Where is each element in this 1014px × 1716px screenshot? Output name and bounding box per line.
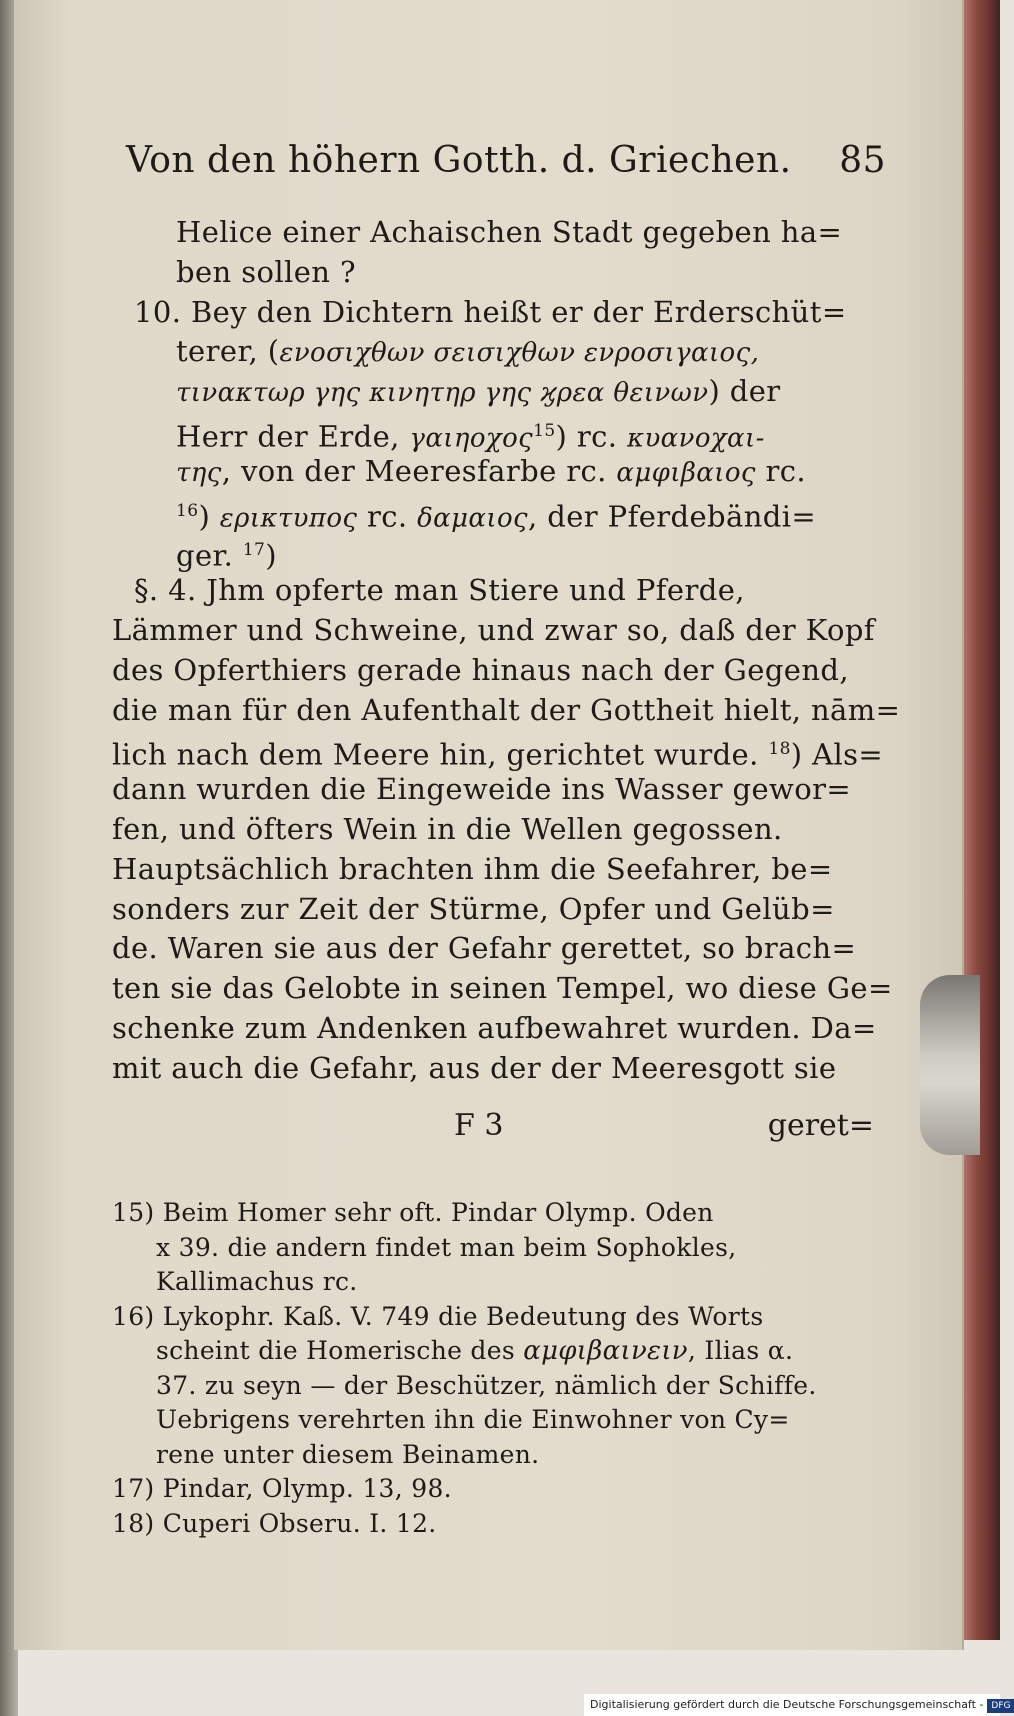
text-run: Uebrigens verehrten ihn die Einwohner von Cy= xyxy=(156,1405,790,1434)
text-run: rc. xyxy=(755,453,807,488)
greek-text: της xyxy=(176,457,222,488)
running-header xyxy=(126,140,886,200)
text-run: die man für den Aufenthalt der Gottheit hielt, nām= xyxy=(112,692,901,727)
text-line xyxy=(112,690,900,730)
text-line xyxy=(176,411,765,454)
dfg-logo: DFG xyxy=(987,1699,1014,1713)
text-run: , von der Meeresfarbe rc. xyxy=(221,453,617,488)
greek-text: αμφιβαιος xyxy=(616,457,756,488)
text-run: fen, und öfters Wein in die Wellen gegossen. xyxy=(112,812,783,846)
text-line xyxy=(176,451,806,491)
text-run: terer, ( xyxy=(176,334,280,369)
text-run: ten sie das Gelobte in seinen Tempel, wo diese Ge= xyxy=(112,971,893,1006)
text-line xyxy=(112,650,849,690)
text-run: ) Als= xyxy=(790,738,884,773)
text-run: 37. zu seyn — der Beschützer, nämlich der Schiffe. xyxy=(156,1370,817,1400)
footnote-line xyxy=(112,1300,763,1334)
footnote-line xyxy=(156,1369,817,1403)
text-run: §. 4. Jhm opferte man Stiere und Pferde, xyxy=(134,573,745,608)
text-line xyxy=(112,889,835,929)
text-run: 16) Lykophr. Kaß. V. 749 die Bedeutung des Worts xyxy=(112,1301,764,1331)
footnote-line xyxy=(112,1472,452,1506)
text-run: Kallimachus rc. xyxy=(156,1267,358,1296)
text-line xyxy=(112,849,833,889)
text-run: Hauptsächlich brachten ihm die Seefahrer, be= xyxy=(112,851,833,886)
greek-text: ενοσιχθων σεισιχθων ενροσιγαιος, xyxy=(279,338,760,369)
text-run: scheint die Homerische des xyxy=(156,1336,524,1365)
greek-text: αμφιβαινειν xyxy=(523,1336,688,1366)
text-line xyxy=(112,809,783,849)
text-run: mit auch die Gefahr, aus der der Meeresgott sie xyxy=(112,1050,837,1085)
catchword: geret= xyxy=(767,1108,874,1143)
text-line xyxy=(112,769,851,809)
text-run: Helice einer Achaischen Stadt gegeben ha= xyxy=(176,215,843,249)
text-run: rc. xyxy=(357,499,418,534)
footnote-line xyxy=(156,1231,737,1265)
footnote-line xyxy=(156,1265,358,1299)
footnote-reference: 16 xyxy=(176,500,199,521)
text-run: rene unter diesem Beinamen. xyxy=(156,1439,540,1469)
text-run: 10. Bey den Dichtern heißt er der Erderschüt= xyxy=(134,294,847,329)
footnote-reference: 18 xyxy=(768,739,791,760)
text-line xyxy=(112,729,884,773)
greek-text: τινακτωρ γης κινητηρ γης ϗρεα θεινων xyxy=(176,378,709,409)
text-line xyxy=(176,331,759,371)
text-line xyxy=(176,371,781,411)
running-title: Von den höhern Gotth. d. Griechen. xyxy=(126,140,792,181)
text-run: Lämmer und Schweine, und zwar so, daß der Kopf xyxy=(112,613,875,647)
greek-text: κυανοχαι- xyxy=(627,423,765,454)
text-run: ) rc. xyxy=(555,419,628,454)
page-text-block xyxy=(54,0,954,1650)
text-line xyxy=(112,1048,836,1088)
text-run: sonders zur Zeit der Stürme, Opfer und Gelüb= xyxy=(112,891,835,926)
footnote-line xyxy=(156,1438,539,1472)
text-line xyxy=(112,928,856,968)
book-page xyxy=(14,0,964,1650)
page-holder-clip xyxy=(920,975,980,1155)
text-run: ger. xyxy=(176,539,243,574)
text-run: , der Pferdebändi= xyxy=(528,499,817,534)
text-run: lich nach dem Meere hin, gerichtet wurde. xyxy=(112,738,769,773)
text-run: x 39. die andern findet man beim Sophokles, xyxy=(156,1232,737,1262)
text-run: 17) Pindar, Olymp. 13, 98. xyxy=(112,1474,452,1503)
text-run: des Opferthiers gerade hinaus nach der Gegend, xyxy=(112,652,849,687)
footnote-line xyxy=(112,1196,714,1230)
text-run: , Ilias α. xyxy=(687,1336,794,1365)
footnote-line xyxy=(112,1507,437,1541)
text-line xyxy=(176,491,817,534)
book-spine xyxy=(960,0,1000,1640)
text-line xyxy=(134,570,745,610)
text-run: Herr der Erde, xyxy=(176,419,410,454)
text-run: ) xyxy=(265,539,277,574)
signature-mark: F 3 xyxy=(454,1108,504,1143)
text-line xyxy=(176,252,356,292)
text-run: ) der xyxy=(708,374,781,409)
text-run: 18) Cuperi Obseru. I. 12. xyxy=(112,1508,437,1538)
footnote-line xyxy=(156,1403,790,1437)
text-line xyxy=(176,530,277,574)
footnote-reference: 17 xyxy=(242,540,266,561)
text-line xyxy=(112,1008,877,1048)
credit-text: Digitalisierung gefördert durch die Deutsche Forschungsgemeinschaft - xyxy=(590,1698,984,1711)
text-run: dann wurden die Eingeweide ins Wasser gewor= xyxy=(112,772,852,807)
text-run: de. Waren sie aus der Gefahr gerettet, so brach= xyxy=(112,931,857,966)
greek-text: δαμαιος xyxy=(417,503,529,534)
text-line xyxy=(112,968,893,1008)
footnote-reference: 15 xyxy=(533,421,556,441)
footnote-line xyxy=(156,1334,793,1368)
greek-text: ερικτυπος xyxy=(219,503,358,534)
digitization-credit xyxy=(584,1694,1011,1716)
page-number: 85 xyxy=(839,140,886,181)
text-run: 15) Beim Homer sehr oft. Pindar Olymp. Oden xyxy=(112,1198,714,1227)
text-line xyxy=(112,610,875,650)
text-run: schenke zum Andenken aufbewahret wurden. Da= xyxy=(112,1011,877,1045)
greek-text: γαιηοχος xyxy=(409,423,534,454)
signature-row xyxy=(454,1108,874,1152)
text-line xyxy=(134,292,847,332)
text-line xyxy=(176,212,842,252)
text-run: ) xyxy=(198,499,220,534)
text-run: ben sollen ? xyxy=(176,254,356,289)
